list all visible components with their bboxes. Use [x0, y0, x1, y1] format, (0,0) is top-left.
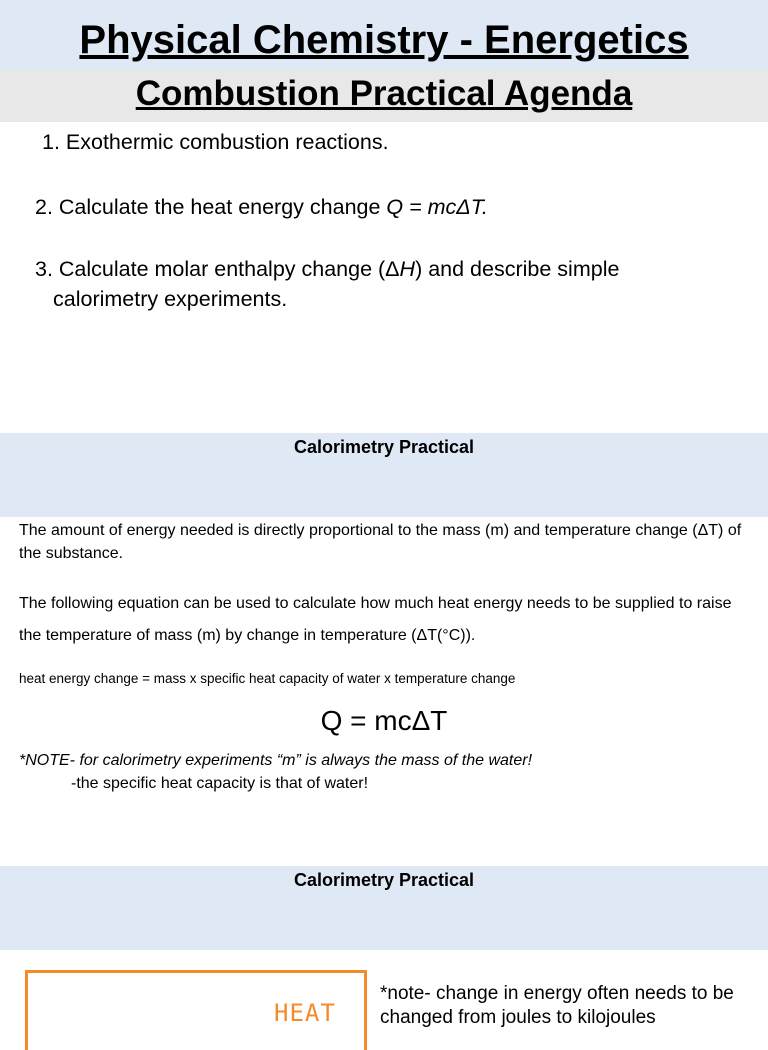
agenda-item-1	[42, 127, 389, 157]
heat-illustration	[25, 970, 367, 1050]
agenda-item-1-text: 1. Exothermic combustion reactions.	[42, 130, 389, 154]
page-title: Physical Chemistry - Energetics	[79, 18, 689, 62]
agenda-item-2	[35, 192, 488, 222]
agenda-item-2-text: 2. Calculate the heat energy change	[35, 195, 387, 219]
agenda-item-3-suffix: ) and describe simple	[415, 257, 620, 281]
note-mass-of-water: *NOTE- for calorimetry experiments “m” is always the mass of the water!	[19, 752, 533, 769]
equation-q-mc-delta-t: Q = mcΔT	[320, 705, 448, 736]
word-equation: heat energy change = mass x specific heat capacity of water x temperature change	[19, 671, 516, 686]
section-heading-1: Calorimetry Practical	[293, 437, 475, 457]
agenda-item-3-var: H	[399, 257, 416, 281]
side-note-joules: *note- change in energy often needs to be changed from joules to kilojoules	[380, 983, 734, 1028]
paragraph-equation-intro: The following equation can be used to calculate how much heat energy needs to be supplied to raise the temperature of mass (m) by change in temperature (ΔT(°C)).	[19, 595, 732, 644]
page-subtitle: Combustion Practical Agenda	[135, 74, 633, 113]
agenda-item-2-equation: Q = mcΔT.	[386, 195, 488, 219]
agenda-item-3-line2: calorimetry experiments.	[53, 287, 288, 311]
agenda-item-3	[35, 254, 619, 284]
note-specific-heat: -the specific heat capacity is that of water!	[71, 775, 369, 792]
agenda-item-3-prefix: 3. Calculate molar enthalpy change (Δ	[35, 257, 400, 281]
section-heading-2: Calorimetry Practical	[293, 870, 475, 890]
paragraph-proportional: The amount of energy needed is directly proportional to the mass (m) and temperature change (ΔT) of the substance.	[19, 522, 742, 562]
heat-label: HEAT	[274, 999, 336, 1027]
